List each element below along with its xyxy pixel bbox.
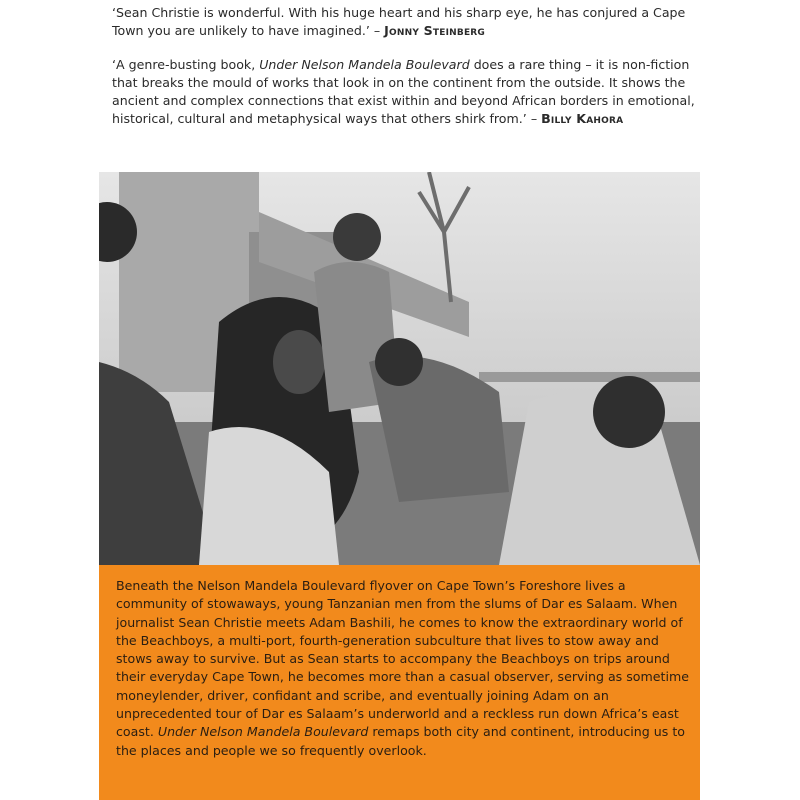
quote-author: Billy Kahora [541, 111, 624, 126]
photo-rail [479, 372, 700, 382]
person-right-head [593, 376, 665, 448]
photo-illustration [99, 172, 700, 565]
quote-book-title: Under Nelson Mandela Boulevard [259, 57, 470, 72]
quote-dash: – [373, 23, 381, 38]
review-quotes [112, 4, 712, 144]
person-hooded-face [273, 330, 325, 394]
cover-photo [99, 172, 700, 565]
quote-author: Jonny Steinberg [384, 23, 486, 38]
back-cover-blurb [99, 565, 700, 800]
blurb-book-title: Under Nelson Mandela Boulevard [157, 724, 369, 740]
quote-dash: – [530, 111, 538, 126]
blurb-paragraph [116, 577, 690, 760]
quote-text-after: does a rare thing – it is non-fiction that breaks the mould of works that look in on the continent from the outside. It shows the ancient and complex connections that exist within and beyond African borders in emotional, historical, cultural and metaphysical ways that others shirk from.’ [112, 57, 695, 126]
quote-text: ‘Sean Christie is wonderful. With his huge heart and his sharp eye, he has conjured a Cape Town you are unlikely to have imagined.’ [112, 5, 686, 38]
person-reclining-head [375, 338, 423, 386]
quote-kahora [112, 56, 712, 128]
blurb-text-end: remaps both city and continent, introducing us to the places and people we so frequently overlook. [116, 724, 685, 758]
quote-steinberg [112, 4, 712, 40]
person-standing-head [333, 213, 381, 261]
quote-text-before: ‘A genre-busting book, [112, 57, 260, 72]
blurb-text: Beneath the Nelson Mandela Boulevard flyover on Cape Town’s Foreshore lives a community of stowaways, young Tanzanian men from the slums of Dar es Salaam. When journalist Sean Christie meets Adam Bashili, he comes to know the extraordinary world of the Beachboys, a multi-port, fourth-generation subculture that lives to stow away and stows away to survive. But as Sean starts to accompany the Beachboys on trips around their everyday Cape Town, he becomes more than a casual observer, serving as sometime moneylender, driver, confidant and scribe, and eventually joining Adam on an unprecedented tour of Dar es Salaam’s underworld and a reckless run down Africa’s east coast. [116, 578, 689, 740]
